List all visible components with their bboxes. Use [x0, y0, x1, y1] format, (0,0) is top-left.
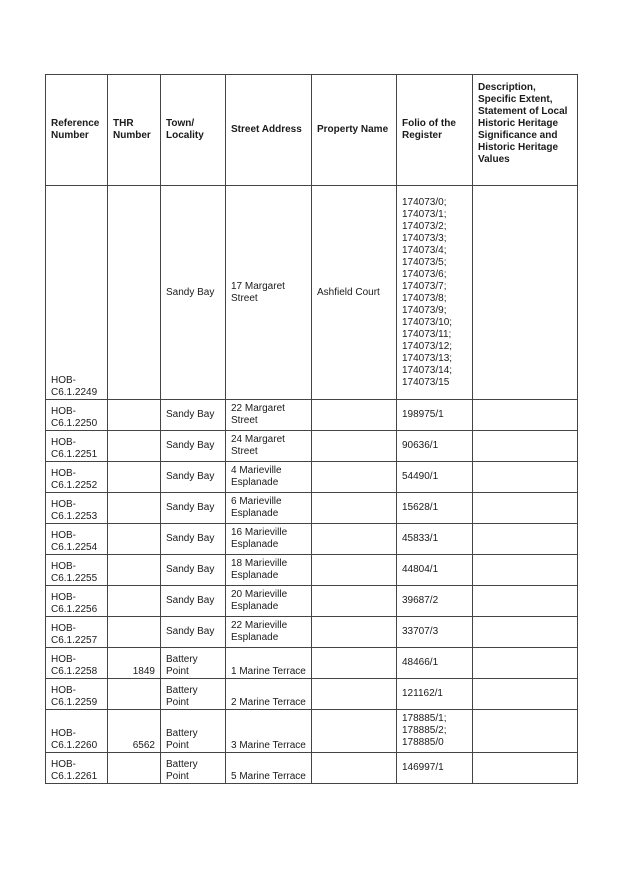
town-locality-cell: Sandy Bay — [161, 617, 226, 648]
reference-number-cell: HOB-C6.1.2251 — [46, 431, 108, 462]
folio-cell — [397, 493, 473, 524]
description-cell — [473, 431, 578, 462]
folio-entry: 45833/1 — [402, 533, 439, 544]
town-locality-cell: Battery Point — [161, 753, 226, 784]
street-address-cell: 17 Margaret Street — [226, 186, 312, 400]
folio-cell — [397, 648, 473, 679]
thr-number-cell — [108, 400, 161, 431]
table-row — [46, 586, 578, 617]
folio-cell — [397, 586, 473, 617]
thr-number-cell: 1849 — [108, 648, 161, 679]
property-name-cell — [312, 400, 397, 431]
thr-number-cell — [108, 679, 161, 710]
folio-entry: 178885/0 — [402, 737, 444, 748]
table-row — [46, 679, 578, 710]
street-address-cell: 24 Margaret Street — [226, 431, 312, 462]
street-address-cell: 1 Marine Terrace — [226, 648, 312, 679]
header-thr-number: THR Number — [108, 75, 161, 186]
property-name-cell — [312, 493, 397, 524]
header-row — [46, 75, 578, 186]
reference-number-cell: HOB-C6.1.2259 — [46, 679, 108, 710]
reference-number-cell: HOB-C6.1.2252 — [46, 462, 108, 493]
reference-number-cell: HOB-C6.1.2249 — [46, 186, 108, 400]
reference-number-cell: HOB-C6.1.2255 — [46, 555, 108, 586]
table-row — [46, 524, 578, 555]
description-cell — [473, 555, 578, 586]
heritage-register-table — [45, 74, 578, 784]
folio-entry: 178885/2; — [402, 725, 447, 736]
folio-entry: 174073/1; — [402, 208, 447, 220]
reference-number-cell: HOB-C6.1.2250 — [46, 400, 108, 431]
thr-number-cell — [108, 493, 161, 524]
town-locality-cell: Sandy Bay — [161, 400, 226, 431]
folio-cell — [397, 679, 473, 710]
street-address-cell: 6 Marieville Esplanade — [226, 493, 312, 524]
street-address-cell: 4 Marieville Esplanade — [226, 462, 312, 493]
folio-entry: 174073/8; — [402, 292, 447, 304]
town-locality-cell: Battery Point — [161, 648, 226, 679]
folio-entry: 15628/1 — [402, 502, 439, 513]
property-name-cell — [312, 617, 397, 648]
street-address-cell: 5 Marine Terrace — [226, 753, 312, 784]
folio-cell — [397, 617, 473, 648]
thr-number-cell — [108, 524, 161, 555]
description-cell — [473, 462, 578, 493]
header-property-name: Property Name — [312, 75, 397, 186]
folio-cell — [397, 555, 473, 586]
table-row — [46, 400, 578, 431]
street-address-cell: 20 Marieville Esplanade — [226, 586, 312, 617]
folio-entry: 90636/1 — [402, 440, 439, 451]
folio-entry: 174073/5; — [402, 256, 447, 268]
property-name-cell — [312, 648, 397, 679]
folio-entry: 174073/0; — [402, 196, 447, 208]
description-cell — [473, 753, 578, 784]
folio-entry: 174073/2; — [402, 220, 447, 232]
thr-number-cell — [108, 431, 161, 462]
folio-entry: 121162/1 — [402, 688, 443, 699]
description-cell — [473, 679, 578, 710]
header-reference-number: Reference Number — [46, 75, 108, 186]
folio-cell — [397, 462, 473, 493]
folio-entry: 174073/14; — [402, 364, 453, 376]
town-locality-cell: Sandy Bay — [161, 462, 226, 493]
property-name-cell — [312, 679, 397, 710]
folio-entry: 198975/1 — [402, 409, 444, 420]
property-name-cell: Ashfield Court — [312, 186, 397, 400]
description-cell — [473, 710, 578, 753]
town-locality-cell: Sandy Bay — [161, 524, 226, 555]
thr-number-cell — [108, 462, 161, 493]
town-locality-cell: Sandy Bay — [161, 586, 226, 617]
street-address-cell: 22 Margaret Street — [226, 400, 312, 431]
town-locality-cell: Sandy Bay — [161, 186, 226, 400]
property-name-cell — [312, 586, 397, 617]
property-name-cell — [312, 710, 397, 753]
thr-number-cell — [108, 555, 161, 586]
folio-entry: 174073/4; — [402, 244, 447, 256]
folio-cell — [397, 710, 473, 753]
reference-number-cell: HOB-C6.1.2254 — [46, 524, 108, 555]
reference-number-cell: HOB-C6.1.2261 — [46, 753, 108, 784]
folio-entry: 33707/3 — [402, 626, 439, 637]
thr-number-cell — [108, 186, 161, 400]
description-cell — [473, 400, 578, 431]
folio-entry: 48466/1 — [402, 657, 439, 668]
street-address-cell: 2 Marine Terrace — [226, 679, 312, 710]
town-locality-cell: Battery Point — [161, 679, 226, 710]
table-row — [46, 710, 578, 753]
thr-number-cell: 6562 — [108, 710, 161, 753]
table-row — [46, 493, 578, 524]
description-cell — [473, 493, 578, 524]
town-locality-cell: Sandy Bay — [161, 431, 226, 462]
header-town-locality: Town/ Locality — [161, 75, 226, 186]
header-folio: Folio of the Register — [397, 75, 473, 186]
table-row — [46, 462, 578, 493]
thr-number-cell — [108, 586, 161, 617]
folio-entry: 174073/15 — [402, 376, 450, 388]
thr-number-cell — [108, 753, 161, 784]
table-row — [46, 555, 578, 586]
description-cell — [473, 586, 578, 617]
description-cell — [473, 524, 578, 555]
description-cell — [473, 186, 578, 400]
table-row — [46, 186, 578, 400]
folio-cell — [397, 431, 473, 462]
reference-number-cell: HOB-C6.1.2260 — [46, 710, 108, 753]
reference-number-cell: HOB-C6.1.2257 — [46, 617, 108, 648]
street-address-cell: 3 Marine Terrace — [226, 710, 312, 753]
reference-number-cell: HOB-C6.1.2253 — [46, 493, 108, 524]
table-row — [46, 617, 578, 648]
folio-entry: 174073/12; — [402, 340, 453, 352]
folio-cell — [397, 753, 473, 784]
folio-entry: 174073/13; — [402, 352, 453, 364]
folio-cell — [397, 400, 473, 431]
reference-number-cell: HOB-C6.1.2258 — [46, 648, 108, 679]
folio-entry: 174073/10; — [402, 316, 453, 328]
folio-cell — [397, 186, 473, 400]
street-address-cell: 18 Marieville Esplanade — [226, 555, 312, 586]
town-locality-cell: Sandy Bay — [161, 555, 226, 586]
header-street-address: Street Address — [226, 75, 312, 186]
folio-entry: 54490/1 — [402, 471, 439, 482]
header-description: Description, Specific Extent, Statement of Local Historic Heritage Significance and Historic Heritage Values — [473, 75, 578, 186]
thr-number-cell — [108, 617, 161, 648]
property-name-cell — [312, 753, 397, 784]
property-name-cell — [312, 431, 397, 462]
table-row — [46, 753, 578, 784]
folio-entry: 146997/1 — [402, 762, 444, 773]
description-cell — [473, 648, 578, 679]
folio-entry: 39687/2 — [402, 595, 439, 606]
folio-entry: 174073/6; — [402, 268, 447, 280]
town-locality-cell: Sandy Bay — [161, 493, 226, 524]
town-locality-cell: Battery Point — [161, 710, 226, 753]
folio-entry: 174073/9; — [402, 304, 447, 316]
folio-entry: 174073/7; — [402, 280, 447, 292]
property-name-cell — [312, 524, 397, 555]
description-cell — [473, 617, 578, 648]
folio-entry: 178885/1; — [402, 713, 447, 724]
street-address-cell: 16 Marieville Esplanade — [226, 524, 312, 555]
table-row — [46, 431, 578, 462]
property-name-cell — [312, 462, 397, 493]
folio-cell — [397, 524, 473, 555]
reference-number-cell: HOB-C6.1.2256 — [46, 586, 108, 617]
folio-entry: 44804/1 — [402, 564, 439, 575]
folio-entry: 174073/11; — [402, 328, 452, 340]
property-name-cell — [312, 555, 397, 586]
street-address-cell: 22 Marieville Esplanade — [226, 617, 312, 648]
table-row — [46, 648, 578, 679]
folio-entry: 174073/3; — [402, 232, 447, 244]
